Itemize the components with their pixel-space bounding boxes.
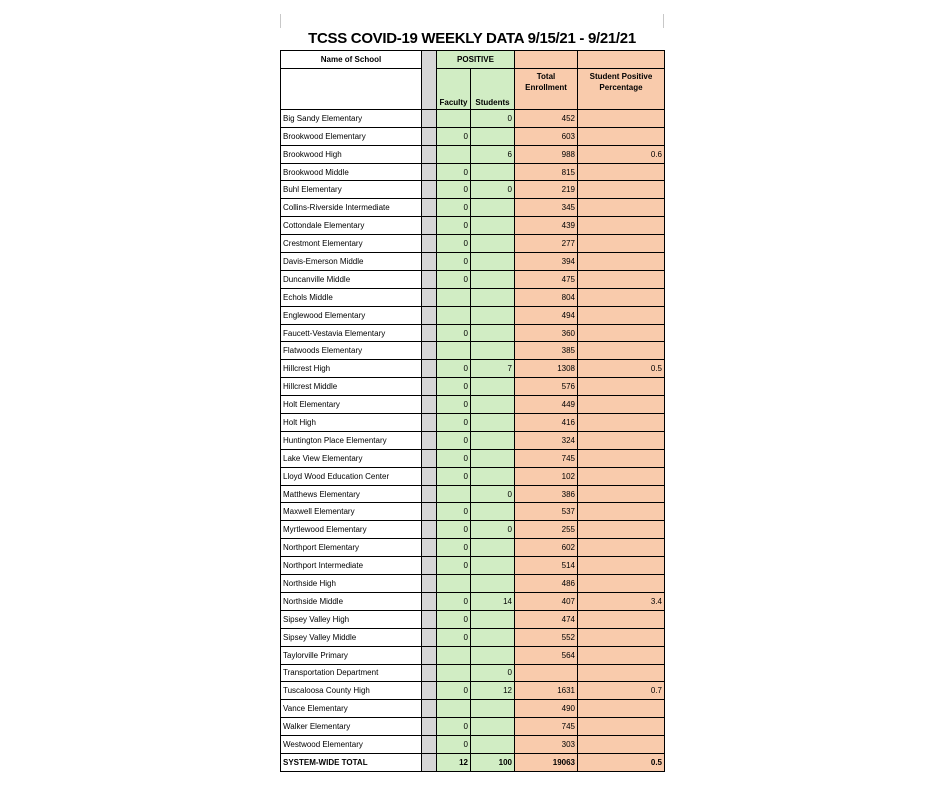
- faculty-cell: [437, 664, 471, 682]
- percentage-cell: [578, 235, 665, 253]
- total-label: SYSTEM-WIDE TOTAL: [281, 753, 422, 771]
- faculty-cell: 0: [437, 610, 471, 628]
- gap-cell: [422, 360, 437, 378]
- table-row: [281, 306, 665, 324]
- enrollment-cell: 490: [515, 700, 578, 718]
- percentage-cell: [578, 288, 665, 306]
- faculty-cell: 0: [437, 736, 471, 754]
- table-row: [281, 610, 665, 628]
- students-cell: [471, 449, 515, 467]
- enrollment-cell: 102: [515, 467, 578, 485]
- percentage-cell: [578, 217, 665, 235]
- gap-cell: [422, 592, 437, 610]
- gap-cell: [422, 521, 437, 539]
- total-enrollment-cell: 19063: [515, 753, 578, 771]
- total-students-cell: 100: [471, 753, 515, 771]
- table-row: [281, 288, 665, 306]
- percentage-cell: [578, 467, 665, 485]
- faculty-cell: 0: [437, 253, 471, 271]
- school-name-cell: Lloyd Wood Education Center: [281, 467, 422, 485]
- faculty-cell: 0: [437, 718, 471, 736]
- percentage-cell: [578, 736, 665, 754]
- table-row: [281, 592, 665, 610]
- gap-cell: [422, 414, 437, 432]
- percentage-cell: [578, 700, 665, 718]
- header-orange-top-2: [578, 51, 665, 69]
- table-row: [281, 414, 665, 432]
- school-name-cell: Big Sandy Elementary: [281, 109, 422, 127]
- school-name-cell: Sipsey Valley Middle: [281, 628, 422, 646]
- page-title: TCSS COVID-19 WEEKLY DATA 9/15/21 - 9/21/21: [308, 30, 636, 47]
- faculty-cell: 0: [437, 414, 471, 432]
- table-row: [281, 145, 665, 163]
- table-row: [281, 378, 665, 396]
- percentage-cell: [578, 396, 665, 414]
- school-name-cell: Northport Intermediate: [281, 557, 422, 575]
- students-cell: [471, 378, 515, 396]
- enrollment-cell: 603: [515, 127, 578, 145]
- table-body: [281, 109, 665, 771]
- percentage-cell: 0.6: [578, 145, 665, 163]
- enrollment-cell: 745: [515, 718, 578, 736]
- table-row: [281, 127, 665, 145]
- enrollment-cell: 324: [515, 431, 578, 449]
- school-name-cell: Taylorville Primary: [281, 646, 422, 664]
- percentage-cell: 3.4: [578, 592, 665, 610]
- faculty-cell: 0: [437, 324, 471, 342]
- students-cell: [471, 163, 515, 181]
- table-row: [281, 575, 665, 593]
- table-row: [281, 682, 665, 700]
- school-name-cell: Englewood Elementary: [281, 306, 422, 324]
- school-name-cell: Faucett-Vestavia Elementary: [281, 324, 422, 342]
- percentage-cell: [578, 306, 665, 324]
- gap-cell: [422, 109, 437, 127]
- school-name-cell: Maxwell Elementary: [281, 503, 422, 521]
- students-cell: 0: [471, 521, 515, 539]
- students-cell: [471, 217, 515, 235]
- table-row: [281, 181, 665, 199]
- students-cell: 0: [471, 664, 515, 682]
- enrollment-cell: 804: [515, 288, 578, 306]
- faculty-cell: 0: [437, 396, 471, 414]
- table-row: [281, 539, 665, 557]
- students-cell: 12: [471, 682, 515, 700]
- left-border-line: [280, 14, 281, 28]
- faculty-cell: 0: [437, 503, 471, 521]
- school-name-cell: Holt Elementary: [281, 396, 422, 414]
- percentage-cell: [578, 628, 665, 646]
- gap-cell: [422, 378, 437, 396]
- gap-cell: [422, 700, 437, 718]
- percentage-cell: [578, 199, 665, 217]
- students-cell: 0: [471, 485, 515, 503]
- school-name-cell: Northside Middle: [281, 592, 422, 610]
- students-cell: [471, 253, 515, 271]
- right-border-line: [663, 14, 664, 28]
- enrollment-cell: 474: [515, 610, 578, 628]
- header-faculty: Faculty: [437, 68, 471, 109]
- table-row: [281, 664, 665, 682]
- table-row: [281, 324, 665, 342]
- school-name-cell: Brookwood High: [281, 145, 422, 163]
- gap-cell: [422, 575, 437, 593]
- students-cell: [471, 539, 515, 557]
- enrollment-cell: [515, 664, 578, 682]
- faculty-cell: 0: [437, 592, 471, 610]
- enrollment-cell: 564: [515, 646, 578, 664]
- enrollment-cell: 449: [515, 396, 578, 414]
- school-name-cell: Hillcrest High: [281, 360, 422, 378]
- gap-cell: [422, 503, 437, 521]
- gap-cell: [422, 288, 437, 306]
- percentage-cell: [578, 503, 665, 521]
- students-cell: [471, 628, 515, 646]
- school-name-cell: Northside High: [281, 575, 422, 593]
- percentage-cell: [578, 127, 665, 145]
- students-cell: 0: [471, 109, 515, 127]
- students-cell: [471, 610, 515, 628]
- students-cell: [471, 557, 515, 575]
- students-cell: [471, 288, 515, 306]
- table-row: [281, 521, 665, 539]
- gap-cell: [422, 431, 437, 449]
- faculty-cell: 0: [437, 431, 471, 449]
- students-cell: [471, 414, 515, 432]
- students-cell: [471, 736, 515, 754]
- enrollment-cell: 815: [515, 163, 578, 181]
- school-name-cell: Brookwood Middle: [281, 163, 422, 181]
- table-row: [281, 557, 665, 575]
- gap-cell: [422, 628, 437, 646]
- school-name-cell: Duncanville Middle: [281, 270, 422, 288]
- faculty-cell: 0: [437, 217, 471, 235]
- faculty-cell: [437, 700, 471, 718]
- faculty-cell: 0: [437, 378, 471, 396]
- table-row: [281, 360, 665, 378]
- percentage-cell: [578, 539, 665, 557]
- gap-cell: [422, 664, 437, 682]
- header-name-of-school: Name of School: [281, 51, 422, 69]
- gap-cell: [422, 253, 437, 271]
- percentage-cell: [578, 270, 665, 288]
- faculty-cell: 0: [437, 235, 471, 253]
- faculty-cell: 0: [437, 449, 471, 467]
- gap-cell: [422, 557, 437, 575]
- gap-cell: [422, 127, 437, 145]
- students-cell: [471, 127, 515, 145]
- enrollment-cell: 452: [515, 109, 578, 127]
- school-name-cell: Brookwood Elementary: [281, 127, 422, 145]
- students-cell: [471, 467, 515, 485]
- gap-cell: [422, 324, 437, 342]
- gap-cell: [422, 682, 437, 700]
- percentage-cell: [578, 181, 665, 199]
- students-cell: [471, 235, 515, 253]
- percentage-cell: [578, 557, 665, 575]
- school-name-cell: Cottondale Elementary: [281, 217, 422, 235]
- enrollment-cell: 385: [515, 342, 578, 360]
- gap-cell: [422, 467, 437, 485]
- students-cell: [471, 503, 515, 521]
- school-name-cell: Westwood Elementary: [281, 736, 422, 754]
- school-name-cell: Myrtlewood Elementary: [281, 521, 422, 539]
- faculty-cell: 0: [437, 163, 471, 181]
- faculty-cell: [437, 145, 471, 163]
- faculty-cell: 0: [437, 557, 471, 575]
- percentage-cell: [578, 610, 665, 628]
- students-cell: [471, 646, 515, 664]
- faculty-cell: 0: [437, 521, 471, 539]
- percentage-cell: [578, 109, 665, 127]
- table-row: [281, 396, 665, 414]
- percentage-cell: [578, 646, 665, 664]
- school-name-cell: Flatwoods Elementary: [281, 342, 422, 360]
- school-name-cell: Tuscaloosa County High: [281, 682, 422, 700]
- school-name-cell: Lake View Elementary: [281, 449, 422, 467]
- faculty-cell: 0: [437, 270, 471, 288]
- percentage-cell: [578, 324, 665, 342]
- gap-cell: [422, 145, 437, 163]
- table-row: [281, 700, 665, 718]
- faculty-cell: 0: [437, 682, 471, 700]
- percentage-cell: [578, 414, 665, 432]
- percentage-cell: [578, 575, 665, 593]
- faculty-cell: [437, 288, 471, 306]
- gap-cell: [422, 753, 437, 771]
- percentage-cell: [578, 485, 665, 503]
- enrollment-cell: 439: [515, 217, 578, 235]
- students-cell: [471, 199, 515, 217]
- table-row: [281, 449, 665, 467]
- gap-cell: [422, 163, 437, 181]
- header-name-blank: [281, 68, 422, 109]
- students-cell: 0: [471, 181, 515, 199]
- table-row: [281, 253, 665, 271]
- faculty-cell: [437, 575, 471, 593]
- school-name-cell: Sipsey Valley High: [281, 610, 422, 628]
- gap-cell: [422, 539, 437, 557]
- header-students: Students: [471, 68, 515, 109]
- enrollment-cell: 988: [515, 145, 578, 163]
- students-cell: 6: [471, 145, 515, 163]
- students-cell: [471, 396, 515, 414]
- enrollment-cell: 360: [515, 324, 578, 342]
- table-row: [281, 342, 665, 360]
- gap-cell: [422, 270, 437, 288]
- table-row: [281, 235, 665, 253]
- covid-data-table: [280, 50, 665, 772]
- table-row: [281, 467, 665, 485]
- school-name-cell: Huntington Place Elementary: [281, 431, 422, 449]
- header-orange-top-1: [515, 51, 578, 69]
- school-name-cell: Northport Elementary: [281, 539, 422, 557]
- faculty-cell: [437, 109, 471, 127]
- enrollment-cell: 552: [515, 628, 578, 646]
- faculty-cell: 0: [437, 628, 471, 646]
- table-row: [281, 736, 665, 754]
- gap-cell: [422, 610, 437, 628]
- school-name-cell: Davis-Emerson Middle: [281, 253, 422, 271]
- header-gap: [422, 51, 437, 110]
- percentage-cell: 0.5: [578, 360, 665, 378]
- school-name-cell: Matthews Elementary: [281, 485, 422, 503]
- table-row: [281, 485, 665, 503]
- school-name-cell: Echols Middle: [281, 288, 422, 306]
- school-name-cell: Vance Elementary: [281, 700, 422, 718]
- table-row: [281, 503, 665, 521]
- gap-cell: [422, 342, 437, 360]
- percentage-cell: [578, 253, 665, 271]
- students-cell: [471, 431, 515, 449]
- faculty-cell: 0: [437, 539, 471, 557]
- table-row: [281, 270, 665, 288]
- enrollment-cell: 494: [515, 306, 578, 324]
- gap-cell: [422, 449, 437, 467]
- percentage-cell: [578, 163, 665, 181]
- faculty-cell: [437, 342, 471, 360]
- gap-cell: [422, 736, 437, 754]
- gap-cell: [422, 235, 437, 253]
- enrollment-cell: 386: [515, 485, 578, 503]
- gap-cell: [422, 306, 437, 324]
- enrollment-cell: 1631: [515, 682, 578, 700]
- faculty-cell: 0: [437, 360, 471, 378]
- table-row: [281, 163, 665, 181]
- enrollment-cell: 394: [515, 253, 578, 271]
- school-name-cell: Transportation Department: [281, 664, 422, 682]
- students-cell: [471, 324, 515, 342]
- gap-cell: [422, 485, 437, 503]
- total-percentage-cell: 0.5: [578, 753, 665, 771]
- enrollment-cell: 303: [515, 736, 578, 754]
- students-cell: [471, 575, 515, 593]
- school-name-cell: Crestmont Elementary: [281, 235, 422, 253]
- enrollment-cell: 345: [515, 199, 578, 217]
- faculty-cell: [437, 306, 471, 324]
- enrollment-cell: 576: [515, 378, 578, 396]
- enrollment-cell: 537: [515, 503, 578, 521]
- faculty-cell: [437, 485, 471, 503]
- percentage-cell: [578, 431, 665, 449]
- table-row: [281, 199, 665, 217]
- students-cell: [471, 306, 515, 324]
- school-name-cell: Hillcrest Middle: [281, 378, 422, 396]
- enrollment-cell: 416: [515, 414, 578, 432]
- gap-cell: [422, 217, 437, 235]
- school-name-cell: Collins-Riverside Intermediate: [281, 199, 422, 217]
- percentage-cell: [578, 718, 665, 736]
- gap-cell: [422, 718, 437, 736]
- table-row: [281, 628, 665, 646]
- percentage-cell: [578, 521, 665, 539]
- faculty-cell: 0: [437, 199, 471, 217]
- table-row: [281, 109, 665, 127]
- gap-cell: [422, 199, 437, 217]
- faculty-cell: 0: [437, 181, 471, 199]
- percentage-cell: [578, 342, 665, 360]
- percentage-cell: 0.7: [578, 682, 665, 700]
- faculty-cell: 0: [437, 127, 471, 145]
- percentage-cell: [578, 664, 665, 682]
- header-positive: POSITIVE: [437, 51, 515, 69]
- table-row: [281, 431, 665, 449]
- gap-cell: [422, 646, 437, 664]
- table-row: [281, 718, 665, 736]
- enrollment-cell: 255: [515, 521, 578, 539]
- enrollment-cell: 1308: [515, 360, 578, 378]
- gap-cell: [422, 181, 437, 199]
- students-cell: 7: [471, 360, 515, 378]
- total-faculty-cell: 12: [437, 753, 471, 771]
- enrollment-cell: 475: [515, 270, 578, 288]
- header-total-enrollment: Total Enrollment: [515, 68, 578, 109]
- students-cell: [471, 700, 515, 718]
- enrollment-cell: 745: [515, 449, 578, 467]
- percentage-cell: [578, 378, 665, 396]
- school-name-cell: Holt High: [281, 414, 422, 432]
- gap-cell: [422, 396, 437, 414]
- table-row: [281, 217, 665, 235]
- faculty-cell: 0: [437, 467, 471, 485]
- enrollment-cell: 514: [515, 557, 578, 575]
- students-cell: [471, 270, 515, 288]
- enrollment-cell: 407: [515, 592, 578, 610]
- enrollment-cell: 602: [515, 539, 578, 557]
- percentage-cell: [578, 449, 665, 467]
- table-row: [281, 646, 665, 664]
- students-cell: [471, 718, 515, 736]
- school-name-cell: Buhl Elementary: [281, 181, 422, 199]
- header-student-positive-percentage: Student Positive Percentage: [578, 68, 665, 109]
- total-row: [281, 753, 665, 771]
- students-cell: [471, 342, 515, 360]
- faculty-cell: [437, 646, 471, 664]
- enrollment-cell: 277: [515, 235, 578, 253]
- school-name-cell: Walker Elementary: [281, 718, 422, 736]
- enrollment-cell: 486: [515, 575, 578, 593]
- enrollment-cell: 219: [515, 181, 578, 199]
- students-cell: 14: [471, 592, 515, 610]
